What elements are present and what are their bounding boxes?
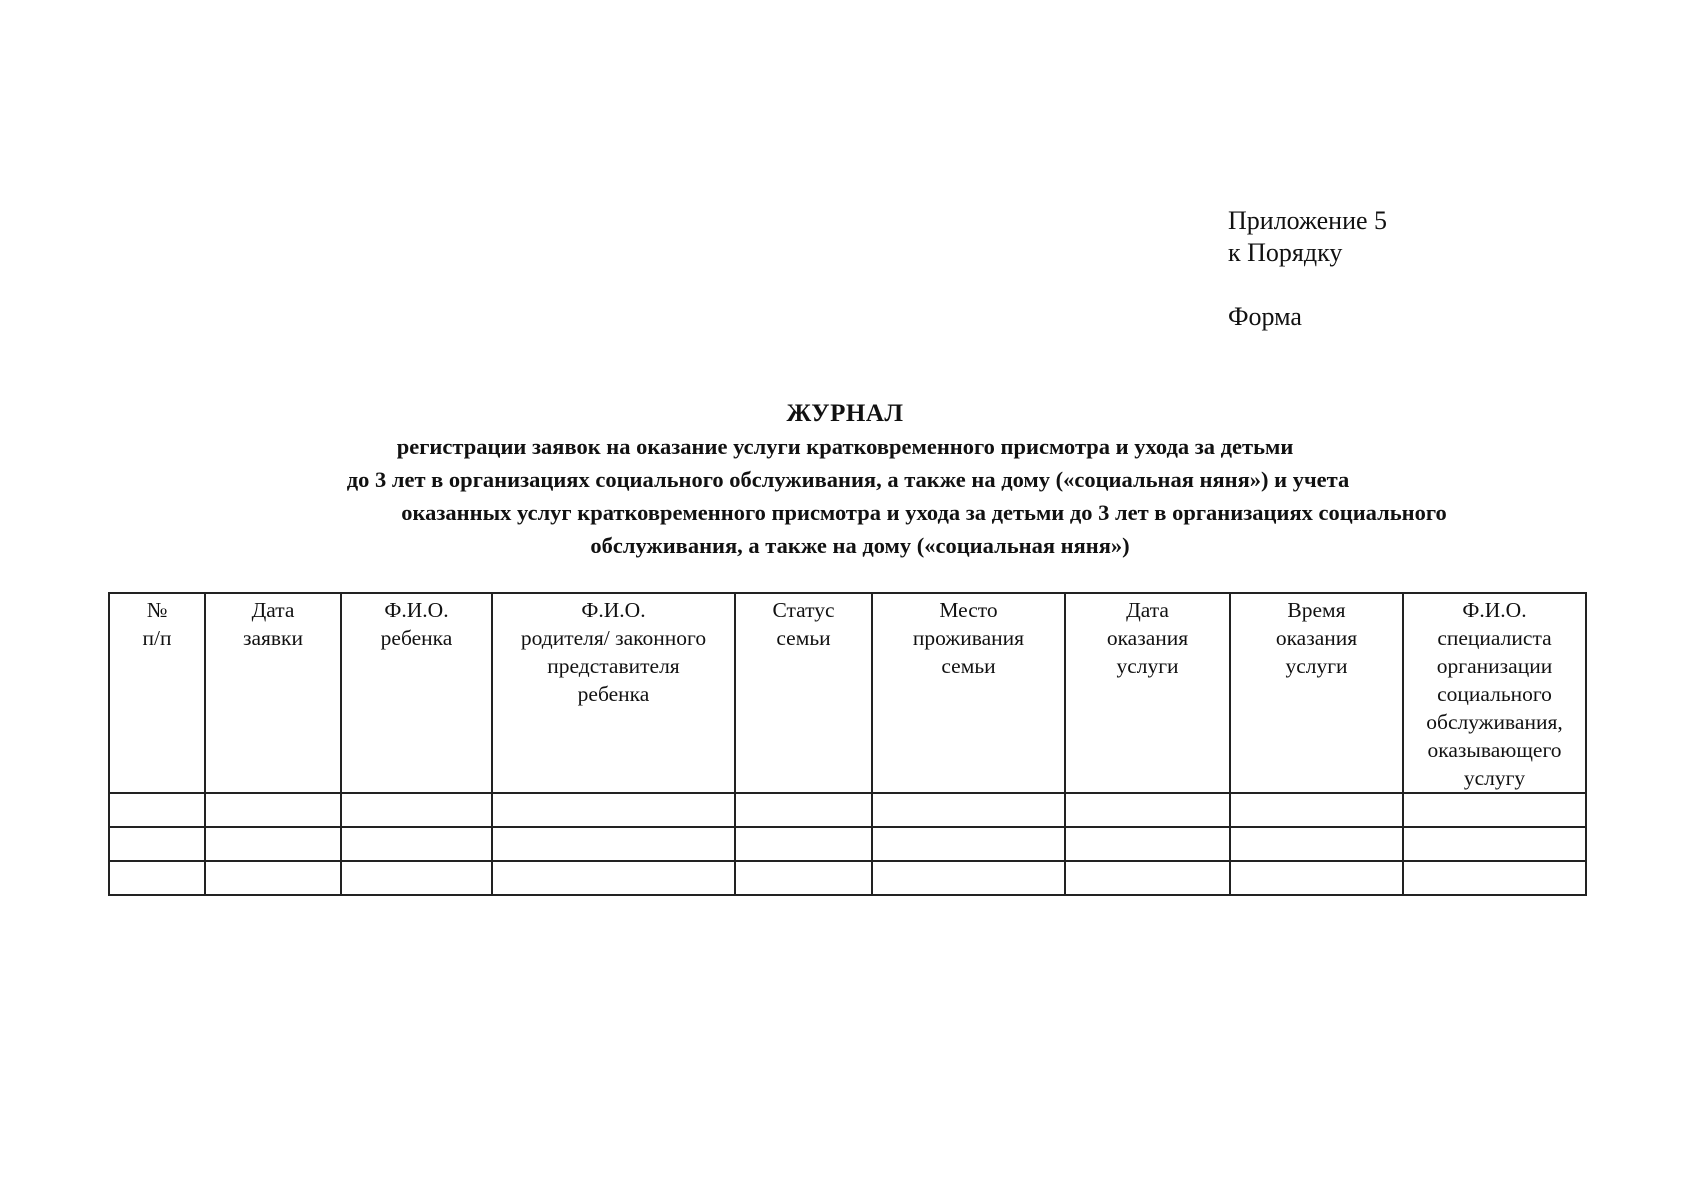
header-line: № bbox=[146, 598, 168, 622]
appendix-number: Приложение 5 bbox=[1228, 206, 1388, 235]
header-line: семьи bbox=[941, 654, 996, 678]
header-line: Дата bbox=[1126, 598, 1169, 622]
header-line: ребенка bbox=[577, 682, 650, 706]
table-cell bbox=[109, 861, 205, 895]
table-cell bbox=[205, 793, 341, 827]
table-cell bbox=[735, 861, 872, 895]
header-line: обслуживания, bbox=[1426, 710, 1563, 734]
subtitle-line: до 3 лет в организациях социального обслуживания, а также на дому («социальная няня») и учета bbox=[346, 467, 1350, 492]
table-header-row bbox=[109, 593, 1586, 793]
header-line: Ф.И.О. bbox=[1462, 598, 1527, 622]
col-parent-name-header bbox=[492, 593, 735, 793]
table-cell bbox=[1230, 827, 1403, 861]
table-cell bbox=[735, 827, 872, 861]
col-family-residence-header bbox=[872, 593, 1065, 793]
header-line: Время bbox=[1287, 598, 1346, 622]
header-line: оказания bbox=[1275, 626, 1358, 650]
header-line: проживания bbox=[912, 626, 1025, 650]
appendix-note bbox=[1228, 205, 1387, 333]
table-cell bbox=[492, 861, 735, 895]
table-cell bbox=[1065, 793, 1230, 827]
header-line: Ф.И.О. bbox=[581, 598, 646, 622]
table-cell bbox=[1230, 793, 1403, 827]
header-line: оказывающего bbox=[1427, 738, 1562, 762]
header-line: Дата bbox=[251, 598, 295, 622]
header-line: социального bbox=[1437, 682, 1552, 706]
table-cell bbox=[205, 827, 341, 861]
header-line: специалиста bbox=[1437, 626, 1552, 650]
header-line: заявки bbox=[242, 626, 304, 650]
header-line: организации bbox=[1436, 654, 1553, 678]
header-line: представителя bbox=[547, 654, 680, 678]
table-cell bbox=[109, 793, 205, 827]
header-line: услуги bbox=[1116, 654, 1179, 678]
table-cell bbox=[109, 827, 205, 861]
table-cell bbox=[735, 793, 872, 827]
table-cell bbox=[1403, 793, 1586, 827]
subtitle-line: оказанных услуг кратковременного присмотра и ухода за детьми до 3 лет в организациях социального bbox=[401, 500, 1447, 525]
table-row bbox=[109, 861, 1586, 895]
table-cell bbox=[1403, 861, 1586, 895]
document-subtitle bbox=[110, 430, 1580, 562]
subtitle-line: регистрации заявок на оказание услуги кратковременного присмотра и ухода за детьми bbox=[396, 434, 1294, 459]
table-cell bbox=[872, 793, 1065, 827]
col-number-header bbox=[109, 593, 205, 793]
header-line: услугу bbox=[1463, 766, 1526, 790]
subtitle-line: обслуживания, а также на дому («социальная няня») bbox=[590, 533, 1130, 558]
header-line: родителя/ законного bbox=[520, 626, 707, 650]
table-cell bbox=[341, 793, 492, 827]
table-cell bbox=[341, 861, 492, 895]
header-line: услуги bbox=[1285, 654, 1348, 678]
col-service-time-header bbox=[1230, 593, 1403, 793]
table-cell bbox=[872, 827, 1065, 861]
col-service-date-header bbox=[1065, 593, 1230, 793]
table-cell bbox=[1230, 861, 1403, 895]
col-child-name-header bbox=[341, 593, 492, 793]
header-line: Ф.И.О. bbox=[384, 598, 449, 622]
table-cell bbox=[872, 861, 1065, 895]
table-cell bbox=[1403, 827, 1586, 861]
appendix-reference: к Порядку bbox=[1228, 238, 1343, 267]
journal-table bbox=[108, 592, 1587, 896]
header-line: п/п bbox=[142, 626, 172, 650]
table-cell bbox=[492, 827, 735, 861]
table-cell bbox=[1065, 827, 1230, 861]
header-line: Место bbox=[939, 598, 998, 622]
table-body bbox=[109, 793, 1586, 895]
col-request-date-header bbox=[205, 593, 341, 793]
title-block bbox=[110, 398, 1580, 562]
header-line: ребенка bbox=[380, 626, 453, 650]
table-row bbox=[109, 827, 1586, 861]
header-line: семьи bbox=[776, 626, 831, 650]
document-title: ЖУРНАЛ bbox=[786, 400, 904, 427]
table-cell bbox=[205, 861, 341, 895]
col-family-status-header bbox=[735, 593, 872, 793]
table-row bbox=[109, 793, 1586, 827]
table-cell bbox=[341, 827, 492, 861]
header-line: оказания bbox=[1106, 626, 1189, 650]
col-specialist-name-header bbox=[1403, 593, 1586, 793]
form-label: Форма bbox=[1228, 302, 1302, 331]
table-cell bbox=[492, 793, 735, 827]
table-cell bbox=[1065, 861, 1230, 895]
header-line: Статус bbox=[772, 598, 835, 622]
